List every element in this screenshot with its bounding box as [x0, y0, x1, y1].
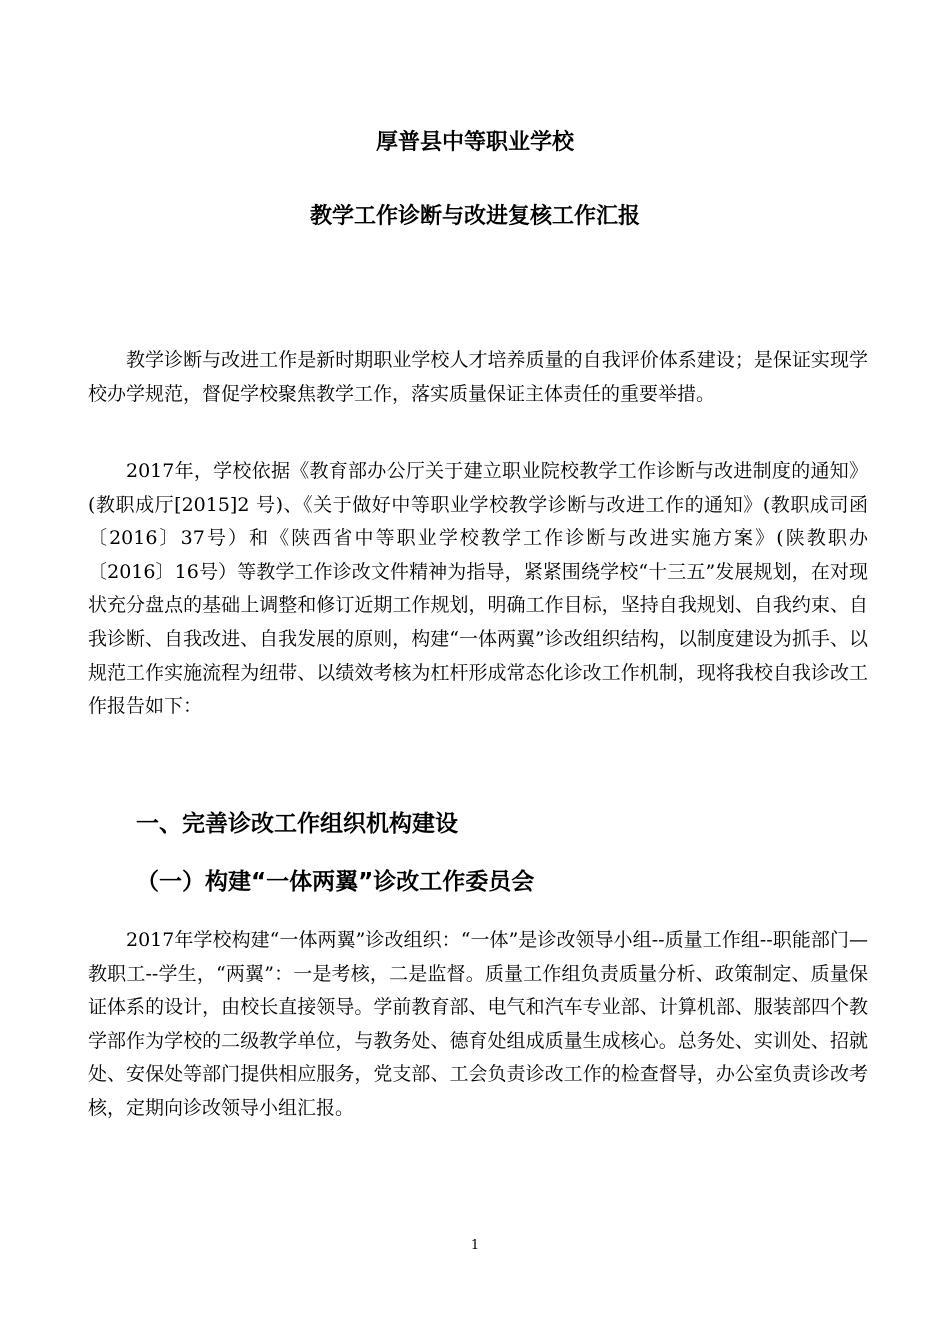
page-number: 1	[470, 1238, 480, 1253]
intro-paragraph: 教学诊断与改进工作是新时期职业学校人才培养质量的自我评价体系建设；是保证实现学校办学规范，督促学校聚焦教学工作，落实质量保证主体责任的重要举措。	[88, 349, 868, 405]
section-heading: 一、完善诊改工作组织机构建设	[136, 811, 458, 837]
basis-paragraph: 2017年，学校依据《教育部办公厅关于建立职业院校教学工作诊断与改进制度的通知》(教职成厅[2015]2 号)、《关于做好中等职业学校教学诊断与改进工作的通知》(教职成司函〔2016〕37号）和《陕西省中等职业学校教学工作诊断与改进实施方案》(陕教职办〔2016〕16号）等教学工作诊改文件精神为指导，紧紧围绕学校“十三五”发展规划，在对现状充分盘点的基础上调整和修订近期工作规划，明确工作目标，坚持自我规划、自我约束、自我诊断、自我改进、自我发展的原则，构建“一体两翼”诊改组织结构，以制度建设为抓手、以规范工作实施流程为纽带、以绩效考核为杠杆形成常态化诊改工作机制，现将我校自我诊改工作报告如下：	[88, 460, 868, 718]
document-title: 厚普县中等职业学校	[375, 130, 574, 155]
document-subtitle: 教学工作诊断与改进复核工作汇报	[309, 204, 640, 229]
subsection-heading: （一）构建“一体两翼”诊改工作委员会	[136, 869, 535, 895]
organization-paragraph: 2017年学校构建“一体两翼”诊改组织：“一体”是诊改领导小组--质量工作组--职能部门—教职工--学生，“两翼”：一是考核，二是监督。质量工作组负责质量分析、政策制定、质量保证体系的设计，由校长直接领导。学前教育部、电气和汽车专业部、计算机部、服装部四个教学部作为学校的二级教学单位，与教务处、德育处组成质量生成核心。总务处、实训处、招就处、安保处等部门提供相应服务，党支部、工会负责诊改工作的检查督导，办公室负责诊改考核，定期向诊改领导小组汇报。	[88, 929, 868, 1119]
